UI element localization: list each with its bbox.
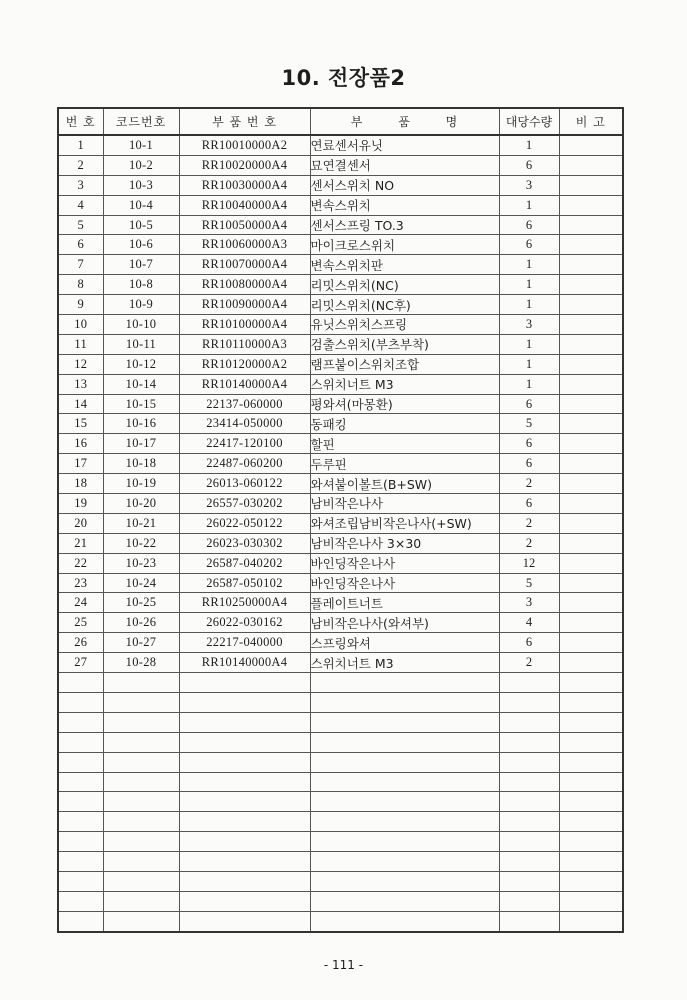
empty-cell bbox=[310, 673, 499, 693]
empty-cell bbox=[179, 732, 310, 752]
part-name: 와셔붙이볼트(B+SW) bbox=[310, 474, 499, 494]
remark bbox=[559, 354, 623, 374]
empty-cell bbox=[499, 732, 559, 752]
remark bbox=[559, 533, 623, 553]
empty-cell bbox=[103, 792, 179, 812]
empty-cell bbox=[310, 772, 499, 792]
empty-cell bbox=[179, 832, 310, 852]
part-name: 스위치너트 M3 bbox=[310, 374, 499, 394]
empty-cell bbox=[179, 891, 310, 911]
code-number: 10-5 bbox=[103, 215, 179, 235]
part-number: RR10010000A2 bbox=[179, 135, 310, 155]
remark bbox=[559, 613, 623, 633]
part-name: 변속스위치 bbox=[310, 195, 499, 215]
table-row bbox=[58, 155, 623, 175]
part-name: 센서스위치 NO bbox=[310, 175, 499, 195]
remark bbox=[559, 315, 623, 335]
remark bbox=[559, 155, 623, 175]
empty-cell bbox=[103, 832, 179, 852]
part-number: RR10060000A3 bbox=[179, 235, 310, 255]
part-name: 와셔조립남비작은나사(+SW) bbox=[310, 513, 499, 533]
part-number: 26587-050102 bbox=[179, 573, 310, 593]
code-number: 10-28 bbox=[103, 653, 179, 673]
part-number: RR10030000A4 bbox=[179, 175, 310, 195]
code-number: 10-7 bbox=[103, 255, 179, 275]
part-number: 26013-060122 bbox=[179, 474, 310, 494]
table-row bbox=[58, 553, 623, 573]
part-name: 남비작은나사 bbox=[310, 494, 499, 514]
empty-cell bbox=[499, 871, 559, 891]
empty-cell bbox=[58, 792, 103, 812]
part-name: 동패킹 bbox=[310, 414, 499, 434]
row-number: 19 bbox=[58, 494, 103, 514]
row-number: 15 bbox=[58, 414, 103, 434]
row-number: 22 bbox=[58, 553, 103, 573]
row-number: 13 bbox=[58, 374, 103, 394]
row-number: 2 bbox=[58, 155, 103, 175]
row-number: 9 bbox=[58, 295, 103, 315]
empty-row bbox=[58, 673, 623, 693]
quantity: 5 bbox=[499, 573, 559, 593]
empty-cell bbox=[559, 891, 623, 911]
part-name: 마이크로스위치 bbox=[310, 235, 499, 255]
quantity: 3 bbox=[499, 593, 559, 613]
remark bbox=[559, 295, 623, 315]
table-row bbox=[58, 295, 623, 315]
empty-cell bbox=[310, 832, 499, 852]
quantity: 2 bbox=[499, 533, 559, 553]
remark bbox=[559, 553, 623, 573]
empty-cell bbox=[559, 852, 623, 872]
quantity: 2 bbox=[499, 653, 559, 673]
code-number: 10-15 bbox=[103, 394, 179, 414]
row-number: 18 bbox=[58, 474, 103, 494]
code-number: 10-11 bbox=[103, 334, 179, 354]
part-name: 바인딩작은나사 bbox=[310, 553, 499, 573]
empty-cell bbox=[559, 911, 623, 931]
table-row bbox=[58, 175, 623, 195]
empty-cell bbox=[58, 673, 103, 693]
empty-cell bbox=[310, 732, 499, 752]
table-row bbox=[58, 533, 623, 553]
code-number: 10-17 bbox=[103, 434, 179, 454]
remark bbox=[559, 414, 623, 434]
table-row bbox=[58, 334, 623, 354]
table-row bbox=[58, 633, 623, 653]
empty-row bbox=[58, 832, 623, 852]
row-number: 26 bbox=[58, 633, 103, 653]
empty-cell bbox=[179, 712, 310, 732]
empty-cell bbox=[499, 891, 559, 911]
part-name: 센서스프링 TO.3 bbox=[310, 215, 499, 235]
header-remark: 비 고 bbox=[559, 108, 623, 135]
code-number: 10-24 bbox=[103, 573, 179, 593]
table-row bbox=[58, 255, 623, 275]
code-number: 10-22 bbox=[103, 533, 179, 553]
table-row bbox=[58, 573, 623, 593]
row-number: 27 bbox=[58, 653, 103, 673]
empty-cell bbox=[310, 911, 499, 931]
code-number: 10-10 bbox=[103, 315, 179, 335]
part-name: 리밋스위치(NC) bbox=[310, 275, 499, 295]
empty-cell bbox=[559, 692, 623, 712]
empty-row bbox=[58, 891, 623, 911]
empty-row bbox=[58, 752, 623, 772]
part-name: 할핀 bbox=[310, 434, 499, 454]
code-number: 10-8 bbox=[103, 275, 179, 295]
row-number: 24 bbox=[58, 593, 103, 613]
empty-cell bbox=[103, 732, 179, 752]
empty-cell bbox=[310, 692, 499, 712]
code-number: 10-4 bbox=[103, 195, 179, 215]
empty-cell bbox=[499, 712, 559, 732]
empty-cell bbox=[58, 891, 103, 911]
quantity: 1 bbox=[499, 295, 559, 315]
part-number: RR10040000A4 bbox=[179, 195, 310, 215]
part-name: 스위치너트 M3 bbox=[310, 653, 499, 673]
table-row bbox=[58, 414, 623, 434]
table-row bbox=[58, 195, 623, 215]
part-number: RR10090000A4 bbox=[179, 295, 310, 315]
empty-cell bbox=[179, 792, 310, 812]
row-number: 16 bbox=[58, 434, 103, 454]
empty-cell bbox=[103, 891, 179, 911]
table-row bbox=[58, 135, 623, 155]
part-number: 26022-050122 bbox=[179, 513, 310, 533]
empty-cell bbox=[103, 871, 179, 891]
part-name: 검출스위치(부츠부착) bbox=[310, 334, 499, 354]
row-number: 4 bbox=[58, 195, 103, 215]
remark bbox=[559, 454, 623, 474]
row-number: 23 bbox=[58, 573, 103, 593]
quantity: 6 bbox=[499, 633, 559, 653]
part-number: 23414-050000 bbox=[179, 414, 310, 434]
part-name: 변속스위치판 bbox=[310, 255, 499, 275]
code-number: 10-9 bbox=[103, 295, 179, 315]
table-row bbox=[58, 215, 623, 235]
empty-row bbox=[58, 732, 623, 752]
part-name: 연료센서유닛 bbox=[310, 135, 499, 155]
empty-cell bbox=[103, 911, 179, 931]
empty-cell bbox=[103, 712, 179, 732]
remark bbox=[559, 633, 623, 653]
part-number: 22217-040000 bbox=[179, 633, 310, 653]
row-number: 5 bbox=[58, 215, 103, 235]
code-number: 10-26 bbox=[103, 613, 179, 633]
part-number: RR10080000A4 bbox=[179, 275, 310, 295]
parts-table bbox=[57, 107, 624, 933]
part-number: RR10070000A4 bbox=[179, 255, 310, 275]
part-number: RR10110000A3 bbox=[179, 334, 310, 354]
part-name: 스프링와셔 bbox=[310, 633, 499, 653]
quantity: 12 bbox=[499, 553, 559, 573]
row-number: 12 bbox=[58, 354, 103, 374]
quantity: 1 bbox=[499, 255, 559, 275]
row-number: 6 bbox=[58, 235, 103, 255]
part-number: 26023-030302 bbox=[179, 533, 310, 553]
empty-cell bbox=[310, 752, 499, 772]
row-number: 25 bbox=[58, 613, 103, 633]
code-number: 10-23 bbox=[103, 553, 179, 573]
empty-cell bbox=[58, 732, 103, 752]
empty-cell bbox=[310, 891, 499, 911]
row-number: 7 bbox=[58, 255, 103, 275]
empty-cell bbox=[559, 752, 623, 772]
row-number: 8 bbox=[58, 275, 103, 295]
part-number: 26557-030202 bbox=[179, 494, 310, 514]
quantity: 6 bbox=[499, 215, 559, 235]
part-name: 램프붙이스위치조합 bbox=[310, 354, 499, 374]
empty-cell bbox=[58, 911, 103, 931]
part-number: RR10100000A4 bbox=[179, 315, 310, 335]
table-row bbox=[58, 593, 623, 613]
empty-row bbox=[58, 692, 623, 712]
remark bbox=[559, 195, 623, 215]
row-number: 21 bbox=[58, 533, 103, 553]
table-row bbox=[58, 494, 623, 514]
quantity: 1 bbox=[499, 354, 559, 374]
part-name: 묘연결센서 bbox=[310, 155, 499, 175]
part-name: 바인딩작은나사 bbox=[310, 573, 499, 593]
code-number: 10-18 bbox=[103, 454, 179, 474]
part-number: 22137-060000 bbox=[179, 394, 310, 414]
remark bbox=[559, 215, 623, 235]
code-number: 10-25 bbox=[103, 593, 179, 613]
quantity: 6 bbox=[499, 394, 559, 414]
table-row bbox=[58, 275, 623, 295]
header-part-name: 부 품 명 bbox=[310, 108, 499, 135]
code-number: 10-19 bbox=[103, 474, 179, 494]
page-number: - 111 - bbox=[323, 958, 364, 972]
header-part-no: 부 품 번 호 bbox=[179, 108, 310, 135]
part-name: 플레이트너트 bbox=[310, 593, 499, 613]
table-row bbox=[58, 354, 623, 374]
code-number: 10-6 bbox=[103, 235, 179, 255]
part-number: RR10050000A4 bbox=[179, 215, 310, 235]
quantity: 1 bbox=[499, 195, 559, 215]
empty-cell bbox=[310, 712, 499, 732]
empty-cell bbox=[58, 712, 103, 732]
empty-cell bbox=[499, 752, 559, 772]
remark bbox=[559, 653, 623, 673]
remark bbox=[559, 374, 623, 394]
empty-row bbox=[58, 852, 623, 872]
empty-cell bbox=[103, 692, 179, 712]
empty-cell bbox=[559, 832, 623, 852]
table-row bbox=[58, 235, 623, 255]
remark bbox=[559, 474, 623, 494]
quantity: 4 bbox=[499, 613, 559, 633]
empty-cell bbox=[559, 772, 623, 792]
empty-cell bbox=[559, 812, 623, 832]
empty-cell bbox=[310, 871, 499, 891]
table-row bbox=[58, 513, 623, 533]
quantity: 5 bbox=[499, 414, 559, 434]
remark bbox=[559, 434, 623, 454]
quantity: 2 bbox=[499, 513, 559, 533]
part-number: RR10140000A4 bbox=[179, 374, 310, 394]
remark bbox=[559, 593, 623, 613]
empty-cell bbox=[103, 752, 179, 772]
part-number: 22417-120100 bbox=[179, 434, 310, 454]
quantity: 3 bbox=[499, 175, 559, 195]
remark bbox=[559, 494, 623, 514]
empty-cell bbox=[58, 871, 103, 891]
row-number: 11 bbox=[58, 334, 103, 354]
remark bbox=[559, 255, 623, 275]
quantity: 2 bbox=[499, 474, 559, 494]
empty-cell bbox=[559, 673, 623, 693]
empty-cell bbox=[179, 692, 310, 712]
header-no: 번 호 bbox=[58, 108, 103, 135]
part-number: RR10120000A2 bbox=[179, 354, 310, 374]
part-name: 유닛스위치스프링 bbox=[310, 315, 499, 335]
quantity: 6 bbox=[499, 155, 559, 175]
empty-cell bbox=[179, 871, 310, 891]
empty-cell bbox=[103, 772, 179, 792]
remark bbox=[559, 235, 623, 255]
code-number: 10-21 bbox=[103, 513, 179, 533]
part-number: 22487-060200 bbox=[179, 454, 310, 474]
code-number: 10-12 bbox=[103, 354, 179, 374]
empty-cell bbox=[310, 792, 499, 812]
empty-cell bbox=[179, 752, 310, 772]
empty-cell bbox=[499, 911, 559, 931]
empty-cell bbox=[58, 692, 103, 712]
code-number: 10-3 bbox=[103, 175, 179, 195]
empty-row bbox=[58, 812, 623, 832]
part-name: 두루핀 bbox=[310, 454, 499, 474]
empty-cell bbox=[559, 732, 623, 752]
empty-cell bbox=[499, 792, 559, 812]
remark bbox=[559, 275, 623, 295]
table-row bbox=[58, 315, 623, 335]
code-number: 10-16 bbox=[103, 414, 179, 434]
empty-cell bbox=[58, 772, 103, 792]
table-row bbox=[58, 434, 623, 454]
remark bbox=[559, 394, 623, 414]
empty-cell bbox=[179, 852, 310, 872]
remark bbox=[559, 334, 623, 354]
part-number: RR10020000A4 bbox=[179, 155, 310, 175]
remark bbox=[559, 513, 623, 533]
page-title: 10. 전장품2 bbox=[281, 66, 406, 90]
remark bbox=[559, 135, 623, 155]
part-name: 남비작은나사(와셔부) bbox=[310, 613, 499, 633]
empty-cell bbox=[58, 832, 103, 852]
empty-cell bbox=[310, 812, 499, 832]
part-number: RR10140000A4 bbox=[179, 653, 310, 673]
row-number: 10 bbox=[58, 315, 103, 335]
part-name: 평와셔(마몽환) bbox=[310, 394, 499, 414]
empty-cell bbox=[179, 911, 310, 931]
table-row bbox=[58, 374, 623, 394]
table-row bbox=[58, 653, 623, 673]
empty-cell bbox=[103, 852, 179, 872]
empty-cell bbox=[58, 812, 103, 832]
table-row bbox=[58, 474, 623, 494]
empty-row bbox=[58, 911, 623, 931]
row-number: 1 bbox=[58, 135, 103, 155]
part-number: RR10250000A4 bbox=[179, 593, 310, 613]
quantity: 6 bbox=[499, 434, 559, 454]
code-number: 10-27 bbox=[103, 633, 179, 653]
empty-cell bbox=[179, 673, 310, 693]
quantity: 6 bbox=[499, 494, 559, 514]
empty-row bbox=[58, 772, 623, 792]
quantity: 1 bbox=[499, 275, 559, 295]
table-row bbox=[58, 394, 623, 414]
empty-cell bbox=[103, 812, 179, 832]
empty-cell bbox=[499, 692, 559, 712]
code-number: 10-2 bbox=[103, 155, 179, 175]
part-name: 남비작은나사 3×30 bbox=[310, 533, 499, 553]
empty-cell bbox=[499, 772, 559, 792]
empty-cell bbox=[499, 832, 559, 852]
remark bbox=[559, 175, 623, 195]
empty-cell bbox=[103, 673, 179, 693]
empty-cell bbox=[58, 852, 103, 872]
remark bbox=[559, 573, 623, 593]
header-qty: 대당수량 bbox=[499, 108, 559, 135]
code-number: 10-14 bbox=[103, 374, 179, 394]
part-number: 26022-030162 bbox=[179, 613, 310, 633]
code-number: 10-1 bbox=[103, 135, 179, 155]
row-number: 17 bbox=[58, 454, 103, 474]
quantity: 1 bbox=[499, 135, 559, 155]
quantity: 6 bbox=[499, 235, 559, 255]
table-row bbox=[58, 454, 623, 474]
empty-cell bbox=[559, 871, 623, 891]
part-number: 26587-040202 bbox=[179, 553, 310, 573]
empty-cell bbox=[179, 772, 310, 792]
header-code: 코드번호 bbox=[103, 108, 179, 135]
empty-cell bbox=[310, 852, 499, 872]
quantity: 1 bbox=[499, 374, 559, 394]
quantity: 1 bbox=[499, 334, 559, 354]
empty-cell bbox=[179, 812, 310, 832]
part-name: 리밋스위치(NC후) bbox=[310, 295, 499, 315]
table-header-row bbox=[58, 108, 623, 135]
row-number: 14 bbox=[58, 394, 103, 414]
empty-row bbox=[58, 712, 623, 732]
empty-cell bbox=[499, 852, 559, 872]
empty-cell bbox=[499, 673, 559, 693]
row-number: 3 bbox=[58, 175, 103, 195]
empty-cell bbox=[58, 752, 103, 772]
quantity: 3 bbox=[499, 315, 559, 335]
empty-cell bbox=[559, 792, 623, 812]
code-number: 10-20 bbox=[103, 494, 179, 514]
empty-cell bbox=[499, 812, 559, 832]
empty-row bbox=[58, 871, 623, 891]
empty-cell bbox=[559, 712, 623, 732]
row-number: 20 bbox=[58, 513, 103, 533]
quantity: 6 bbox=[499, 454, 559, 474]
table-row bbox=[58, 613, 623, 633]
empty-row bbox=[58, 792, 623, 812]
